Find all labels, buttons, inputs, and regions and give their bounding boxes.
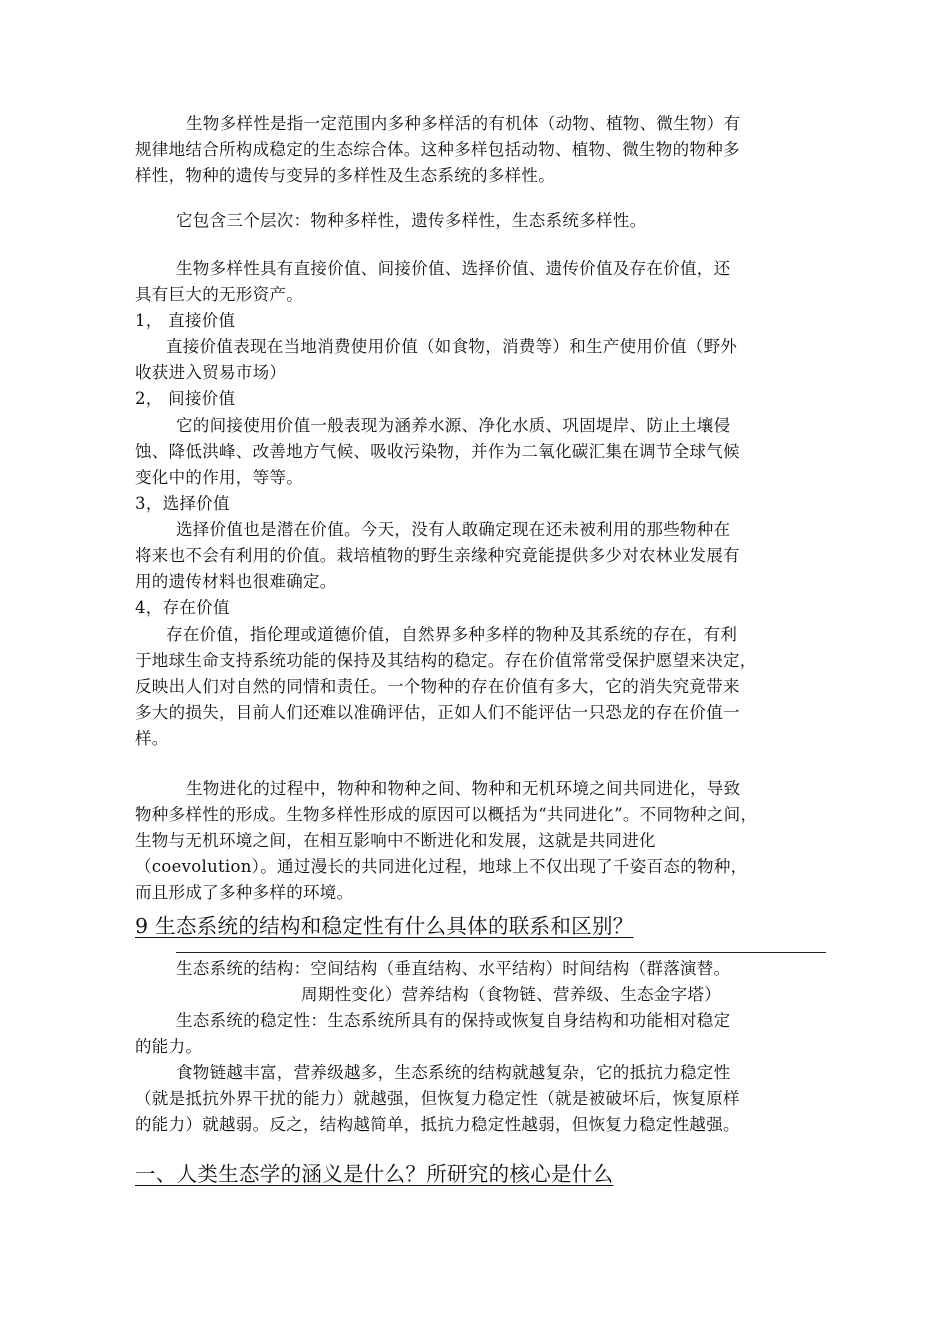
paragraph-line: （就是抵抗外界干扰的能力）就越强，但恢复力稳定性（就是被破坏后，恢复原样 xyxy=(135,1089,740,1108)
paragraph-line: 具有巨大的无形资产。 xyxy=(135,285,303,304)
paragraph-line: 直接价值表现在当地消费使用价值（如食物，消费等）和生产使用价值（野外 xyxy=(166,337,738,356)
section-heading: 3，选择价值 xyxy=(135,494,230,513)
paragraph-line: 反映出人们对自然的同情和责任。一个物种的存在价值有多大，它的消失究竟带来 xyxy=(135,677,740,696)
question-heading: 9 生态系统的结构和稳定性有什么具体的联系和区别？ xyxy=(135,914,634,938)
paragraph-line: 它包含三个层次：物种多样性，遗传多样性，生态系统多样性。 xyxy=(176,211,647,230)
paragraph-line: 生态系统的结构：空间结构（垂直结构、水平结构）时间结构（群落演替。 xyxy=(176,959,731,978)
paragraph-line: 蚀、降低洪峰、改善地方气候、吸收污染物，并作为二氧化碳汇集在调节全球气候 xyxy=(135,442,740,461)
section-heading: 2， 间接价值 xyxy=(135,389,236,408)
paragraph-line: 规律地结合所构成稳定的生态综合体。这种多样包括动物、植物、微生物的物种多 xyxy=(135,140,740,159)
paragraph-line: 生物多样性具有直接价值、间接价值、选择价值、遗传价值及存在价值，还 xyxy=(176,259,731,278)
paragraph-line: 而且形成了多种多样的环境。 xyxy=(135,883,354,902)
paragraph-line: （coevolution）。通过漫长的共同进化过程，地球上不仅出现了千姿百态的物种， xyxy=(135,857,748,876)
paragraph-line: 生物与无机环境之间，在相互影响中不断进化和发展，这就是共同进化 xyxy=(135,831,656,850)
paragraph-line: 它的间接使用价值一般表现为涵养水源、净化水质、巩固堤岸、防止土壤侵 xyxy=(176,416,731,435)
paragraph-line: 收获进入贸易市场） xyxy=(135,363,287,382)
paragraph-line: 生态系统的稳定性：生态系统所具有的保持或恢复自身结构和功能相对稳定 xyxy=(176,1011,731,1030)
paragraph-line: 选择价值也是潜在价值。今天，没有人敢确定现在还未被利用的那些物种在 xyxy=(176,520,731,539)
paragraph-line: 于地球生命支持系统功能的保持及其结构的稳定。存在价值常常受保护愿望来决定， xyxy=(135,651,757,670)
paragraph-line: 样。 xyxy=(135,729,169,748)
paragraph-line: 多大的损失，目前人们还难以准确评估，正如人们不能评估一只恐龙的存在价值一 xyxy=(135,703,740,722)
question-heading: 一、人类生态学的涵义是什么？所研究的核心是什么 xyxy=(135,1162,614,1186)
paragraph-line: 的能力）就越弱。反之，结构越简单，抵抗力稳定性越弱，但恢复力稳定性越强。 xyxy=(135,1115,740,1134)
paragraph-line: 变化中的作用，等等。 xyxy=(135,468,303,487)
divider xyxy=(176,952,826,953)
paragraph-line: 样性，物种的遗传与变异的多样性及生态系统的多样性。 xyxy=(135,166,555,185)
paragraph-line: 存在价值，指伦理或道德价值，自然界多种多样的物种及其系统的存在，有利 xyxy=(166,625,738,644)
paragraph-line: 生物进化的过程中，物种和物种之间、物种和无机环境之间共同进化，导致 xyxy=(186,779,741,798)
paragraph-line: 用的遗传材料也很难确定。 xyxy=(135,572,337,591)
paragraph-line: 物种多样性的形成。生物多样性形成的原因可以概括为“共同进化”。不同物种之间， xyxy=(135,805,758,824)
paragraph-line: 生物多样性是指一定范围内多种多样活的有机体（动物、植物、微生物）有 xyxy=(186,114,741,133)
paragraph-line: 周期性变化）营养结构（食物链、营养级、生态金字塔） xyxy=(301,985,721,1004)
paragraph-line: 食物链越丰富，营养级越多，生态系统的结构就越复杂，它的抵抗力稳定性 xyxy=(176,1063,731,1082)
paragraph-line: 将来也不会有利用的价值。栽培植物的野生亲缘种究竟能提供多少对农林业发展有 xyxy=(135,546,740,565)
section-heading: 1， 直接价值 xyxy=(135,311,236,330)
section-heading: 4，存在价值 xyxy=(135,598,230,617)
paragraph-line: 的能力。 xyxy=(135,1037,203,1056)
